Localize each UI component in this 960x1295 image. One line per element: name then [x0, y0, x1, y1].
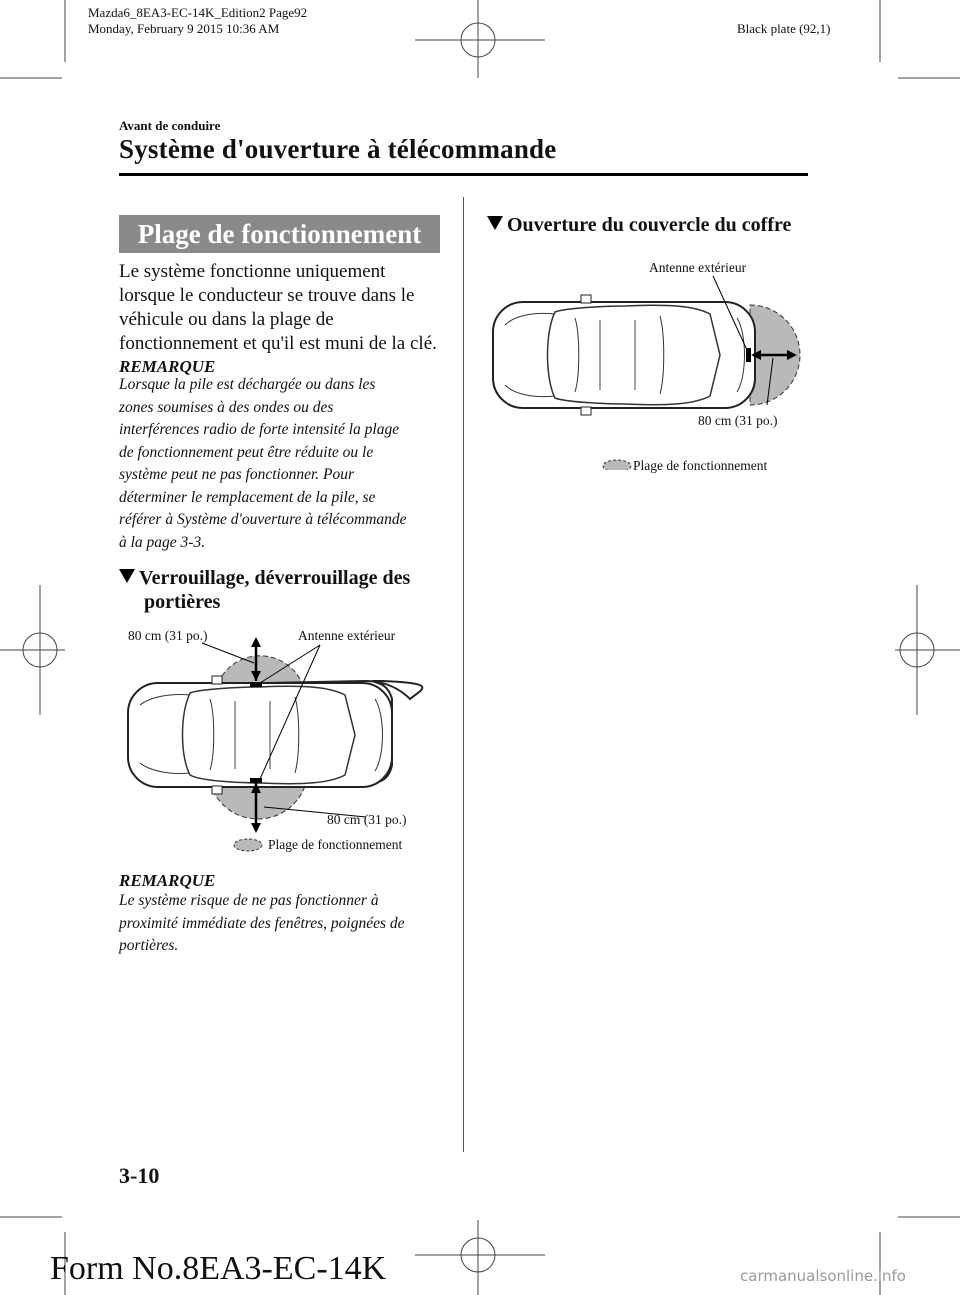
title-rule [119, 173, 808, 176]
note-line: Lorsque la pile est déchargée ou dans les [119, 376, 376, 393]
subsection-heading-doors [119, 566, 410, 614]
note-line: de fonctionnement peut être réduite ou le [119, 443, 374, 461]
label-range: 80 cm (31 po.) [698, 413, 778, 428]
label-antenna: Antenne extérieur [298, 628, 396, 643]
subsection-line: Verrouillage, déverrouillage des [139, 567, 411, 589]
section-banner: Plage de fonctionnement [119, 215, 440, 253]
leader-line [202, 643, 254, 663]
note-line: zones soumises à des ondes ou des [119, 398, 334, 416]
figure-trunk-range [485, 270, 815, 470]
arrow-head-icon [251, 823, 261, 833]
label-legend: Plage de fonctionnement [633, 458, 768, 473]
triangle-bullet-icon [119, 569, 135, 583]
note-line: interférences radio de forte intensité la plage [119, 421, 400, 438]
car-cabin [548, 305, 721, 404]
file-info [88, 5, 307, 37]
page-number: 3-10 [119, 1163, 160, 1188]
mirror-bottom [212, 786, 222, 794]
form-number: Form No.8EA3-EC-14K [50, 1250, 387, 1287]
note-line: Le système risque de ne pas fonctionner à [119, 892, 379, 909]
mirror-top [212, 676, 222, 684]
note-title: REMARQUE [119, 871, 216, 890]
subsection-line: Ouverture du couvercle du coffre [507, 214, 792, 236]
range-area-top [218, 656, 302, 683]
car-top-view [493, 295, 755, 415]
intro-line: véhicule ou dans la plage de [119, 309, 334, 330]
mirror-bottom [581, 407, 591, 415]
note-line: référer à Système d'ouverture à télécommande [119, 511, 407, 528]
label-range-top: 80 cm (31 po.) [128, 628, 208, 643]
note-line: proximité immédiate des fenêtres, poignées de [119, 914, 405, 932]
note-line: système peut ne pas fonctionner. Pour [119, 466, 355, 483]
file-name: Mazda6_8EA3-EC-14K_Edition2 Page92 [88, 5, 308, 20]
note-line: déterminer le remplacement de la pile, se [119, 488, 376, 506]
note-title: REMARQUE [119, 357, 216, 376]
page-title: Système d'ouverture à télécommande [119, 134, 557, 164]
arrow-head-icon [251, 637, 261, 647]
note-paragraph [119, 890, 454, 958]
intro-line: fonctionnement et qu'il est muni de la clé. [119, 333, 437, 354]
subsection-heading-trunk [487, 213, 791, 237]
label-antenna: Antenne extérieur [649, 260, 747, 275]
intro-line: lorsque le conducteur se trouve dans le [119, 285, 415, 306]
watermark: carmanualsonline.info [740, 1267, 906, 1285]
file-timestamp: Monday, February 9 2015 10:36 AM [88, 21, 280, 36]
plate-info: Black plate (92,1) [737, 21, 831, 36]
intro-line: Le système fonctionne uniquement [119, 261, 386, 282]
breadcrumb: Avant de conduire [119, 118, 221, 133]
intro-paragraph [119, 260, 449, 356]
subsection-line: portières [144, 591, 221, 613]
mirror-top [581, 295, 591, 303]
car-cabin [183, 686, 356, 783]
car-top-view [128, 676, 422, 794]
legend-swatch [603, 460, 631, 470]
triangle-bullet-icon [487, 216, 503, 230]
label-legend: Plage de fonctionnement [268, 837, 403, 852]
legend-swatch [234, 839, 262, 851]
column-divider [463, 197, 464, 1152]
note-line: portières. [119, 937, 179, 954]
note-line: à la page 3-3. [119, 533, 206, 551]
note-paragraph [119, 374, 454, 554]
label-range-bottom: 80 cm (31 po.) [327, 812, 407, 827]
